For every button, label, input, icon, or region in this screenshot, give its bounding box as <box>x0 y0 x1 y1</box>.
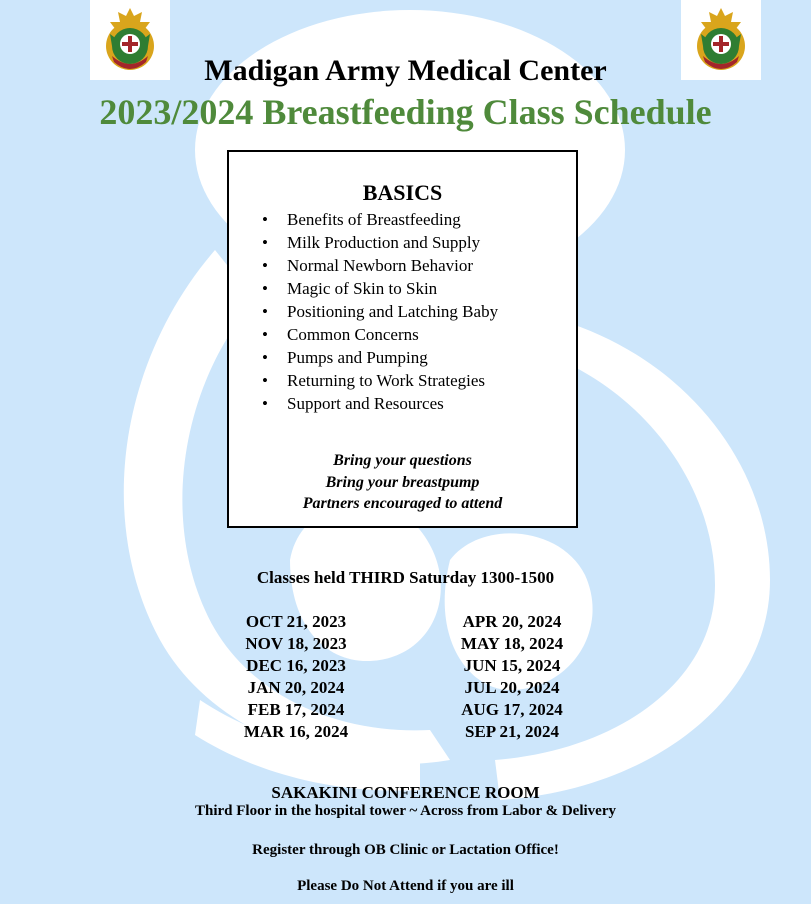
dates-column-left <box>230 611 362 743</box>
bullet-icon: • <box>262 210 268 229</box>
registration-info: Register through OB Clinic or Lactation Office! <box>252 842 559 858</box>
class-date: JAN 20, 2024 <box>247 678 345 697</box>
class-date: JUN 15, 2024 <box>463 656 561 675</box>
list-item <box>262 346 498 369</box>
note-questions: Bring your questions <box>333 452 472 469</box>
bullet-icon: • <box>262 394 268 413</box>
list-item <box>262 231 498 254</box>
topic-text: Pumps and Pumping <box>287 348 428 367</box>
illness-notice: Please Do Not Attend if you are ill <box>297 878 514 894</box>
bullet-icon: • <box>262 302 268 321</box>
list-item <box>262 392 498 415</box>
bullet-icon: • <box>262 256 268 275</box>
class-date: OCT 21, 2023 <box>245 612 347 631</box>
class-date: MAY 18, 2024 <box>460 634 564 653</box>
topic-text: Milk Production and Supply <box>287 233 481 252</box>
schedule-title: 2023/2024 Breastfeeding Class Schedule <box>99 92 712 132</box>
topic-text: Common Concerns <box>287 325 419 344</box>
list-item <box>262 254 498 277</box>
basics-box <box>227 150 578 528</box>
class-date: JUL 20, 2024 <box>464 678 560 697</box>
topic-list <box>262 208 498 415</box>
bullet-icon: • <box>262 325 268 344</box>
class-date: DEC 16, 2023 <box>246 656 346 675</box>
note-breastpump: Bring your breastpump <box>325 473 480 491</box>
list-item <box>262 277 498 300</box>
topic-text: Normal Newborn Behavior <box>287 256 474 275</box>
topic-text: Positioning and Latching Baby <box>287 302 499 321</box>
topic-text: Benefits of Breastfeeding <box>287 210 461 229</box>
list-item <box>262 323 498 346</box>
bullet-icon: • <box>262 348 268 367</box>
basics-notes <box>229 450 576 515</box>
topic-text: Magic of Skin to Skin <box>287 279 438 298</box>
bullet-icon: • <box>262 233 268 252</box>
topic-text: Returning to Work Strategies <box>287 371 486 390</box>
room-directions: Third Floor in the hospital tower ~ Across from Labor & Delivery <box>195 803 616 819</box>
list-item <box>262 208 498 231</box>
org-title: Madigan Army Medical Center <box>204 54 607 87</box>
list-item <box>262 369 498 392</box>
class-date: AUG 17, 2024 <box>461 700 563 719</box>
note-partners: Partners encouraged to attend <box>302 495 503 512</box>
class-date: APR 20, 2024 <box>462 612 562 631</box>
conference-room: SAKAKINI CONFERENCE ROOM <box>271 783 540 802</box>
class-date: FEB 17, 2024 <box>247 700 345 719</box>
bullet-icon: • <box>262 279 268 298</box>
topic-text: Support and Resources <box>287 394 444 413</box>
list-item <box>262 300 498 323</box>
class-date: NOV 18, 2023 <box>245 634 347 653</box>
basics-heading: BASICS <box>362 180 443 205</box>
dates-column-right <box>446 611 578 743</box>
classes-schedule-line: Classes held THIRD Saturday 1300-1500 <box>256 568 555 587</box>
bullet-icon: • <box>262 371 268 390</box>
class-date: SEP 21, 2024 <box>465 722 559 741</box>
class-date: MAR 16, 2024 <box>243 722 349 741</box>
